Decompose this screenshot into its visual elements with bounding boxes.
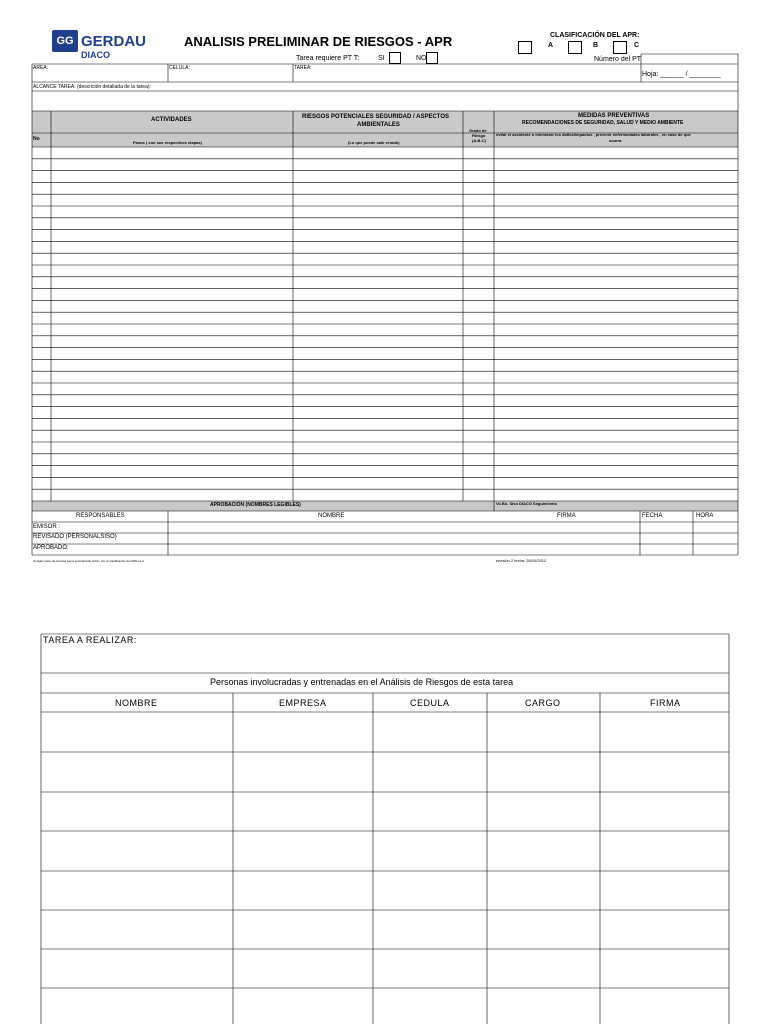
hoja-field[interactable]: Hoja: ______ / ________	[642, 71, 721, 78]
p2-cargo-header: CARGO	[525, 698, 561, 708]
footer-note: Si algún paso de la tarea fuera considerado crítico (A), la clasificación del APR es A	[33, 559, 145, 563]
col-riesgos-header-1: RIESGOS POTENCIALES SEGURIDAD / ASPECTOS	[302, 114, 450, 120]
alcance-label: ALCANCE TAREA: (descrición detallada de la tarea):	[33, 84, 151, 90]
fecha-header: FECHA	[642, 513, 663, 519]
class-b-label: B	[593, 42, 599, 49]
vobo-label: Vo.Bo. Siso DIACO Seguimiento	[496, 501, 558, 506]
celula-label: CELULA:	[169, 65, 190, 71]
nombre-header: NOMBRE	[318, 513, 345, 519]
class-a-label: A	[548, 42, 554, 49]
logo-mark-icon: GG	[52, 30, 78, 52]
responsables-header: RESPONSABLES	[76, 513, 125, 519]
approval-title: APROBACIÓN (NOMBRES LEGIBLES)	[210, 502, 301, 508]
col-actividades-header: ACTIVIDADES	[151, 117, 192, 123]
tarea-label: TAREA:	[294, 65, 312, 71]
ptt-si-label: SI	[378, 55, 385, 62]
col-medidas-sub-1: evitar el accidente o minimizar los daños/impactos , prevenir enfermedades laborales , en caso de que	[496, 132, 691, 137]
logo-brand: GERDAU	[81, 33, 147, 50]
page-title: ANALISIS PRELIMINAR DE RIESGOS - APR	[184, 34, 453, 49]
col-medidas-sub-2: ocurra	[609, 138, 622, 143]
numero-pt-label: Número del PT	[594, 56, 642, 63]
personas-label: Personas involucradas y entrenadas en el Análisis de Riesgos de esta tarea	[210, 677, 514, 687]
ptt-label: Tarea requiere PT T:	[296, 55, 360, 62]
area-label: AREA:	[33, 65, 49, 71]
col-grado-2: Riesgo	[472, 133, 486, 138]
emisor-label: EMISOR :	[33, 524, 61, 530]
col-medidas-header-1: MEDIDAS PREVENTIVAS	[578, 113, 650, 119]
hora-header: HORA	[696, 513, 714, 519]
class-c-label: C	[634, 42, 640, 49]
p2-cedula-header: CEDULA	[410, 698, 450, 708]
col-riesgos-sub: (Lo que puede salir errado)	[348, 140, 400, 145]
col-grado-1: Grado de	[469, 128, 487, 133]
tarea-realizar-label: TAREA A REALIZAR:	[43, 635, 137, 645]
clasificacion-title: CLASIFICACIÓN DEL APR:	[550, 32, 640, 39]
logo-sub: DIACO	[81, 50, 110, 60]
firma-header: FIRMA	[557, 513, 576, 519]
p2-nombre-header: NOMBRE	[115, 698, 158, 708]
footer-revision: revisión 2 fecha: 26/10/2012	[496, 558, 547, 563]
aprobado-label: APROBADO:	[33, 545, 69, 551]
approval-header-fill	[32, 501, 738, 511]
col-no-header: No	[33, 136, 40, 142]
p2-empresa-header: EMPRESA	[279, 698, 327, 708]
revisado-label: REVISADO (PERSONALSISO)	[33, 534, 117, 540]
ptt-no-label: NO	[416, 55, 427, 62]
p2-firma-header: FIRMA	[650, 698, 681, 708]
col-medidas-header-2: RECOMENDACIONES DE SEGURIDAD, SALUD Y MEDIO AMBIENTE	[522, 120, 684, 126]
col-grado-3: (A-B-C)	[472, 138, 486, 143]
col-actividades-sub: Pasos ( con sus respectivos etapas)	[133, 140, 202, 145]
col-riesgos-header-2: AMBIENTALES	[357, 122, 400, 128]
